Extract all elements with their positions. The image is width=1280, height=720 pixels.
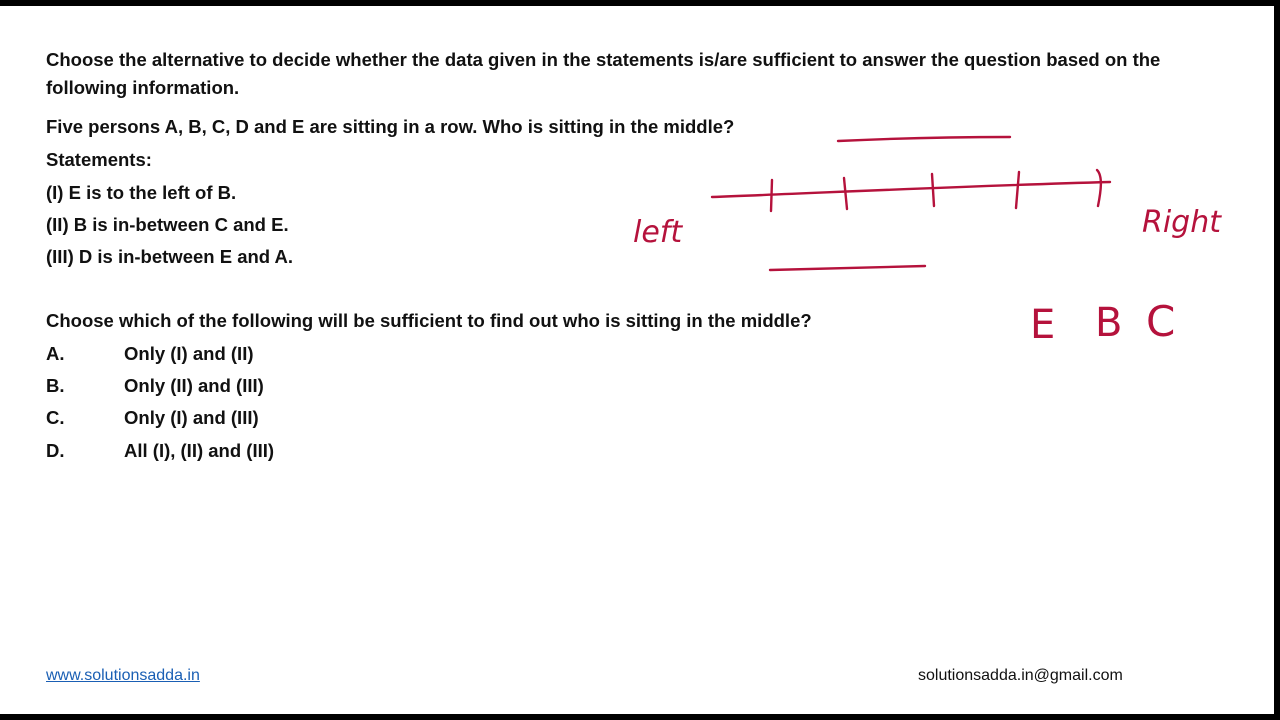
letter-b: B <box>1095 300 1123 346</box>
statement-3: (III) D is in-between E and A. <box>46 246 294 267</box>
option-b-text: Only (II) and (III) <box>124 375 264 396</box>
letter-e: E <box>1030 302 1056 348</box>
statements-heading: Statements: <box>46 149 152 170</box>
statement-1: (I) E is to the left of B. <box>46 182 237 203</box>
option-b-letter: B. <box>46 375 65 396</box>
seat-tick-1 <box>771 180 772 211</box>
contact-email: solutionsadda.in@gmail.com <box>918 667 1123 684</box>
slide <box>0 6 1274 714</box>
option-d-text: All (I), (II) and (III) <box>124 440 275 461</box>
question-premise: Five persons A, B, C, D and E are sitting in a row. Who is sitting in the middle? <box>46 116 735 137</box>
option-a-letter: A. <box>46 343 65 364</box>
option-c-letter: C. <box>46 407 65 428</box>
option-d-letter: D. <box>46 440 65 461</box>
right-label: Right <box>1142 205 1221 240</box>
left-label: left <box>633 215 683 250</box>
statement-2: (II) B is in-between C and E. <box>46 214 289 235</box>
seat-tick-2 <box>844 178 847 209</box>
question-prompt: Choose which of the following will be sufficient to find out who is sitting in the middle? <box>46 310 812 331</box>
letter-c: C <box>1146 297 1176 346</box>
seat-tick-3 <box>932 174 934 206</box>
website-link[interactable]: www.solutionsadda.in <box>46 667 200 684</box>
row-line <box>712 182 1110 197</box>
seat-tick-5 <box>1097 170 1101 206</box>
bottom-underline <box>770 266 925 270</box>
intro-text: Choose the alternative to decide whether the data given in the statements is/are sufficient to answer the question based on the following information. <box>46 49 1161 98</box>
option-c-text: Only (I) and (III) <box>124 407 259 428</box>
top-underline <box>838 137 1010 141</box>
seat-tick-4 <box>1016 172 1019 208</box>
option-a-text: Only (I) and (II) <box>124 343 254 364</box>
